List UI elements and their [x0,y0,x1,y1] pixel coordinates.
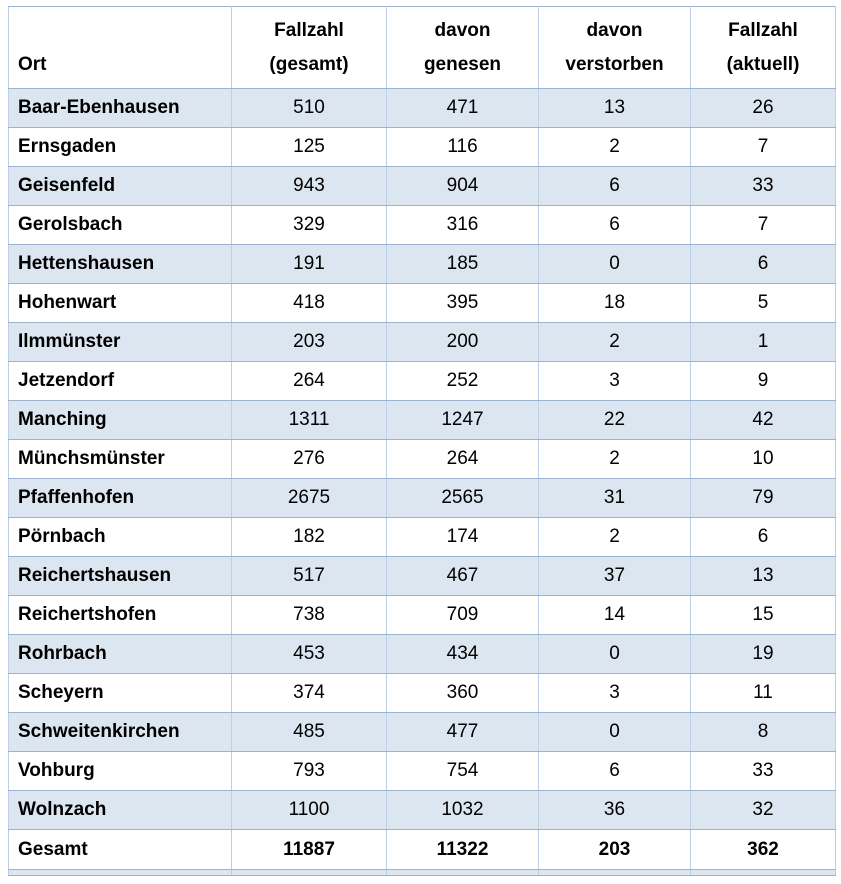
davon-genesen-cell: 264 [387,440,539,479]
ort-cell: Manching [9,401,232,440]
davon-verstorben-cell: 2 [539,518,691,557]
column-header-davon-genesen [387,7,539,89]
total-genesen-cell: 11322 [387,830,539,870]
davon-genesen-cell: 1032 [387,791,539,830]
fallzahl-aktuell-cell: 13 [691,557,836,596]
ort-cell: Geisenfeld [9,167,232,206]
fallzahl-aktuell-cell: 19 [691,635,836,674]
davon-verstorben-cell: 31 [539,479,691,518]
ort-cell: Wolnzach [9,791,232,830]
table-row [9,284,836,323]
table-row [9,362,836,401]
strip-cell [539,870,691,876]
fallzahl-gesamt-cell: 264 [232,362,387,401]
ort-cell: Hohenwart [9,284,232,323]
davon-verstorben-cell: 13 [539,89,691,128]
ort-cell: Hettenshausen [9,245,232,284]
document-page [8,6,836,876]
fallzahl-gesamt-cell: 276 [232,440,387,479]
table-row [9,401,836,440]
fallzahl-aktuell-cell: 11 [691,674,836,713]
davon-verstorben-cell: 0 [539,635,691,674]
fallzahl-gesamt-cell: 418 [232,284,387,323]
header-line: (gesamt) [269,53,349,75]
table-row [9,713,836,752]
davon-verstorben-cell: 3 [539,362,691,401]
table-row [9,752,836,791]
total-gesamt-cell: 11887 [232,830,387,870]
fallzahl-aktuell-cell: 10 [691,440,836,479]
fallzahl-aktuell-cell: 26 [691,89,836,128]
davon-genesen-cell: 174 [387,518,539,557]
fallzahl-aktuell-cell: 8 [691,713,836,752]
davon-genesen-cell: 316 [387,206,539,245]
covid-case-table [8,6,836,876]
ort-cell: Gerolsbach [9,206,232,245]
column-header-ort: Ort [9,7,232,89]
fallzahl-aktuell-cell: 32 [691,791,836,830]
davon-genesen-cell: 434 [387,635,539,674]
fallzahl-aktuell-cell: 6 [691,518,836,557]
table-row [9,635,836,674]
table-row [9,596,836,635]
header-row [9,7,836,89]
table-row [9,557,836,596]
davon-genesen-cell: 2565 [387,479,539,518]
total-aktuell-cell: 362 [691,830,836,870]
bottom-strip-row [9,870,836,876]
table-row [9,518,836,557]
header-line: Fallzahl [274,19,344,41]
ort-cell: Scheyern [9,674,232,713]
fallzahl-aktuell-cell: 42 [691,401,836,440]
fallzahl-aktuell-cell: 7 [691,206,836,245]
strip-cell [232,870,387,876]
ort-cell: Pfaffenhofen [9,479,232,518]
davon-verstorben-cell: 6 [539,167,691,206]
table-row [9,89,836,128]
table-row [9,245,836,284]
ort-cell: Reichertshausen [9,557,232,596]
davon-verstorben-cell: 2 [539,323,691,362]
davon-genesen-cell: 467 [387,557,539,596]
davon-verstorben-cell: 0 [539,245,691,284]
column-header-davon-verstorben [539,7,691,89]
column-header-fallzahl-aktuell [691,7,836,89]
header-line: davon [434,19,491,41]
davon-verstorben-cell: 3 [539,674,691,713]
davon-genesen-cell: 709 [387,596,539,635]
fallzahl-gesamt-cell: 738 [232,596,387,635]
davon-genesen-cell: 754 [387,752,539,791]
davon-genesen-cell: 360 [387,674,539,713]
davon-genesen-cell: 1247 [387,401,539,440]
fallzahl-gesamt-cell: 793 [232,752,387,791]
table-row [9,128,836,167]
strip-cell [9,870,232,876]
davon-verstorben-cell: 6 [539,206,691,245]
header-line: (aktuell) [726,53,800,75]
ort-cell: Ilmmünster [9,323,232,362]
davon-genesen-cell: 395 [387,284,539,323]
fallzahl-gesamt-cell: 2675 [232,479,387,518]
table-row [9,440,836,479]
ort-cell: Münchsmünster [9,440,232,479]
table-row [9,323,836,362]
davon-verstorben-cell: 6 [539,752,691,791]
fallzahl-gesamt-cell: 203 [232,323,387,362]
ort-cell: Pörnbach [9,518,232,557]
fallzahl-aktuell-cell: 9 [691,362,836,401]
fallzahl-gesamt-cell: 329 [232,206,387,245]
fallzahl-aktuell-cell: 5 [691,284,836,323]
davon-verstorben-cell: 22 [539,401,691,440]
fallzahl-aktuell-cell: 15 [691,596,836,635]
header-line: genesen [423,53,502,75]
davon-genesen-cell: 471 [387,89,539,128]
fallzahl-aktuell-cell: 7 [691,128,836,167]
fallzahl-aktuell-cell: 6 [691,245,836,284]
strip-cell [691,870,836,876]
fallzahl-aktuell-cell: 33 [691,167,836,206]
ort-cell: Reichertshofen [9,596,232,635]
fallzahl-gesamt-cell: 182 [232,518,387,557]
header-line: verstorben [565,53,664,75]
table-row [9,791,836,830]
fallzahl-gesamt-cell: 125 [232,128,387,167]
ort-cell: Jetzendorf [9,362,232,401]
fallzahl-aktuell-cell: 33 [691,752,836,791]
davon-verstorben-cell: 0 [539,713,691,752]
ort-cell: Ernsgaden [9,128,232,167]
fallzahl-aktuell-cell: 1 [691,323,836,362]
total-row [9,830,836,870]
fallzahl-gesamt-cell: 374 [232,674,387,713]
davon-genesen-cell: 252 [387,362,539,401]
fallzahl-gesamt-cell: 453 [232,635,387,674]
fallzahl-gesamt-cell: 485 [232,713,387,752]
davon-verstorben-cell: 18 [539,284,691,323]
fallzahl-gesamt-cell: 943 [232,167,387,206]
table-body [9,89,836,830]
fallzahl-gesamt-cell: 510 [232,89,387,128]
ort-cell: Vohburg [9,752,232,791]
davon-verstorben-cell: 2 [539,440,691,479]
table-row [9,674,836,713]
davon-verstorben-cell: 2 [539,128,691,167]
ort-cell: Rohrbach [9,635,232,674]
total-verstorben-cell: 203 [539,830,691,870]
total-label: Gesamt [9,830,232,870]
davon-verstorben-cell: 36 [539,791,691,830]
ort-cell: Baar-Ebenhausen [9,89,232,128]
fallzahl-gesamt-cell: 517 [232,557,387,596]
table-row [9,167,836,206]
davon-verstorben-cell: 14 [539,596,691,635]
fallzahl-gesamt-cell: 1100 [232,791,387,830]
strip-cell [387,870,539,876]
column-header-fallzahl-gesamt [232,7,387,89]
davon-genesen-cell: 116 [387,128,539,167]
davon-genesen-cell: 185 [387,245,539,284]
davon-verstorben-cell: 37 [539,557,691,596]
header-line: davon [586,19,643,41]
fallzahl-gesamt-cell: 191 [232,245,387,284]
fallzahl-aktuell-cell: 79 [691,479,836,518]
davon-genesen-cell: 200 [387,323,539,362]
header-line: Fallzahl [728,19,798,41]
fallzahl-gesamt-cell: 1311 [232,401,387,440]
table-row [9,479,836,518]
ort-cell: Schweitenkirchen [9,713,232,752]
davon-genesen-cell: 904 [387,167,539,206]
davon-genesen-cell: 477 [387,713,539,752]
table-row [9,206,836,245]
